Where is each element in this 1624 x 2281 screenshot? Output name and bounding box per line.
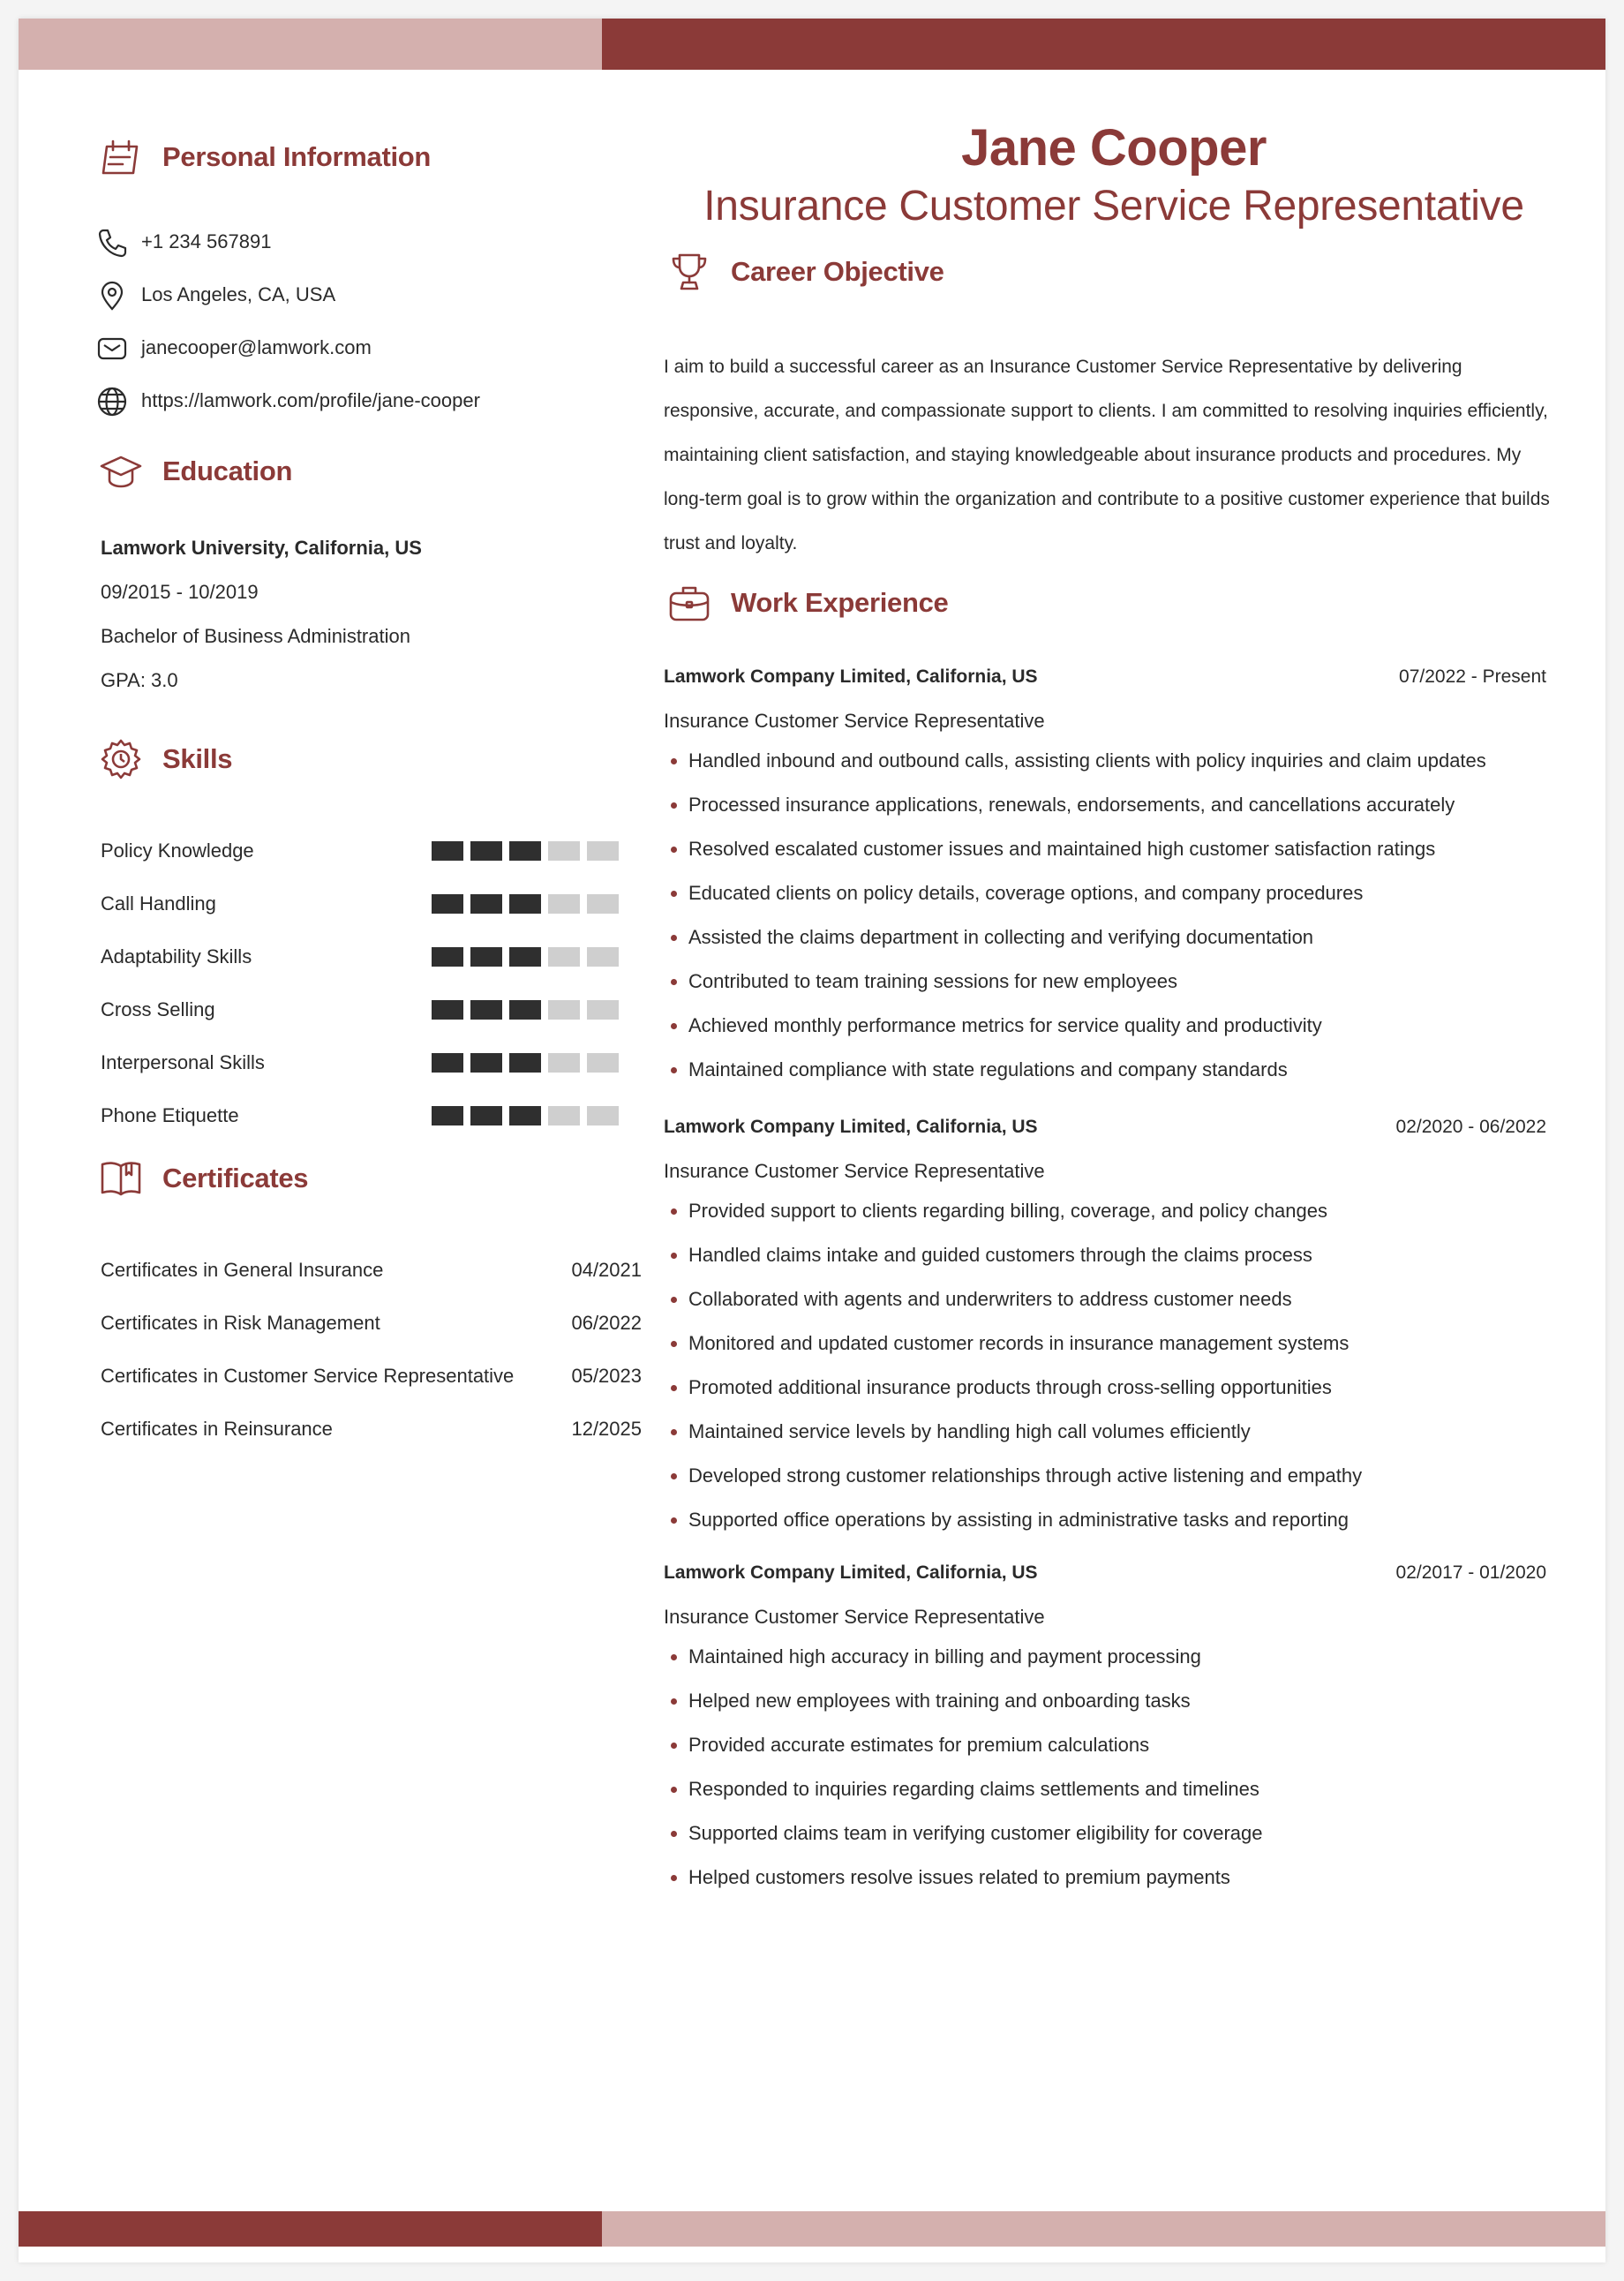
career-objective-header bbox=[664, 246, 944, 297]
job-dates: 02/2017 - 01/2020 bbox=[1395, 1562, 1546, 1583]
education-degree: Bachelor of Business Administration bbox=[101, 625, 410, 647]
email-text[interactable]: janecooper@lamwork.com bbox=[141, 335, 372, 358]
skill-rating bbox=[432, 841, 619, 861]
skill-level-filled bbox=[432, 1000, 463, 1020]
list-item: Contributed to team training sessions for new employees bbox=[664, 960, 1546, 1004]
skill-rating bbox=[432, 1053, 619, 1073]
skill-level-filled bbox=[470, 841, 502, 861]
list-item: Helped customers resolve issues related to premium payments bbox=[664, 1856, 1546, 1900]
list-item: Provided accurate estimates for premium calculations bbox=[664, 1723, 1546, 1767]
list-item: Collaborated with agents and underwriters to address customer needs bbox=[664, 1277, 1546, 1321]
skill-level-filled bbox=[470, 947, 502, 967]
list-item: Handled inbound and outbound calls, assisting clients with policy inquiries and claim updates bbox=[664, 739, 1546, 783]
education-school: Lamwork University, California, US bbox=[101, 537, 422, 559]
skill-level-filled bbox=[432, 1053, 463, 1073]
mail-icon bbox=[95, 332, 129, 365]
open-book-icon bbox=[95, 1153, 147, 1204]
phone-icon bbox=[95, 226, 129, 260]
personal-info-header bbox=[95, 132, 431, 183]
career-objective-title: Career Objective bbox=[731, 256, 944, 287]
certificates-title: Certificates bbox=[162, 1163, 309, 1193]
skill-level-empty bbox=[548, 1000, 580, 1020]
skill-level-empty bbox=[587, 1053, 619, 1073]
location-text: Los Angeles, CA, USA bbox=[141, 282, 336, 305]
list-item: Maintained service levels by handling high call volumes efficiently bbox=[664, 1410, 1546, 1454]
candidate-title: Insurance Customer Service Representative bbox=[703, 183, 1524, 230]
list-item: Provided support to clients regarding billing, coverage, and policy changes bbox=[664, 1189, 1546, 1233]
email-row bbox=[95, 332, 372, 365]
skill-level-empty bbox=[548, 947, 580, 967]
skill-level-filled bbox=[509, 894, 541, 914]
top-band-light bbox=[19, 19, 602, 70]
list-item: Maintained high accuracy in billing and payment processing bbox=[664, 1635, 1546, 1679]
certificate-label: Certificates in Risk Management bbox=[101, 1312, 380, 1334]
website-row bbox=[95, 385, 480, 418]
job-dates: 02/2020 - 06/2022 bbox=[1395, 1117, 1546, 1137]
skill-label: Phone Etiquette bbox=[101, 1104, 239, 1126]
job-bullets bbox=[664, 1635, 1546, 1900]
skill-level-empty bbox=[548, 1106, 580, 1125]
skill-level-empty bbox=[548, 894, 580, 914]
skill-level-empty bbox=[548, 841, 580, 861]
trophy-icon bbox=[664, 246, 715, 297]
resume-page bbox=[19, 19, 1605, 2262]
job-company: Lamwork Company Limited, California, US bbox=[664, 1117, 1038, 1137]
list-item: Processed insurance applications, renewals, endorsements, and cancellations accurately bbox=[664, 783, 1546, 827]
certificate-label: Certificates in Reinsurance bbox=[101, 1418, 333, 1440]
personal-info-title: Personal Information bbox=[162, 141, 432, 172]
briefcase-icon bbox=[664, 577, 715, 629]
job-role: Insurance Customer Service Representative bbox=[664, 1606, 1045, 1628]
skills-header bbox=[95, 734, 232, 785]
skill-label: Policy Knowledge bbox=[101, 839, 254, 862]
skill-level-filled bbox=[509, 947, 541, 967]
work-experience-header bbox=[664, 577, 948, 629]
phone-row bbox=[95, 226, 271, 260]
skill-level-filled bbox=[509, 1106, 541, 1125]
job-role: Insurance Customer Service Representative bbox=[664, 1160, 1045, 1182]
skill-level-filled bbox=[432, 947, 463, 967]
bottom-band-light bbox=[602, 2211, 1605, 2247]
calendar-icon bbox=[95, 132, 147, 183]
skill-level-filled bbox=[470, 1106, 502, 1125]
list-item: Monitored and updated customer records in insurance management systems bbox=[664, 1321, 1546, 1366]
career-objective-text: I aim to build a successful career as an Insurance Customer Service Representative by delivering responsive, accurate, and compassionate support to clients. I am committed to resolving inquiries efficiently, maintaining client satisfaction, and staying knowledgeable about insurance products and procedures. My long-term goal is to grow within the organization and contribute to a positive customer experience that builds trust and loyalty. bbox=[664, 357, 1550, 553]
skill-level-empty bbox=[587, 947, 619, 967]
certificate-date: 05/2023 bbox=[571, 1365, 642, 1387]
certificate-date: 04/2021 bbox=[571, 1259, 642, 1281]
bottom-band-dark bbox=[19, 2211, 602, 2247]
globe-icon bbox=[95, 385, 129, 418]
gear-icon bbox=[95, 734, 147, 785]
graduation-cap-icon bbox=[95, 446, 147, 497]
skill-level-filled bbox=[432, 1106, 463, 1125]
list-item: Assisted the claims department in collecting and verifying documentation bbox=[664, 915, 1546, 960]
skill-level-filled bbox=[509, 1000, 541, 1020]
skill-level-empty bbox=[587, 841, 619, 861]
skill-level-empty bbox=[548, 1053, 580, 1073]
job-company: Lamwork Company Limited, California, US bbox=[664, 666, 1038, 687]
list-item: Supported office operations by assisting in administrative tasks and reporting bbox=[664, 1498, 1546, 1542]
skill-rating bbox=[432, 894, 619, 914]
skill-level-empty bbox=[587, 894, 619, 914]
education-header bbox=[95, 446, 292, 497]
list-item: Developed strong customer relationships through active listening and empathy bbox=[664, 1454, 1546, 1498]
skill-rating bbox=[432, 1106, 619, 1125]
education-gpa: GPA: 3.0 bbox=[101, 669, 178, 691]
list-item: Promoted additional insurance products through cross-selling opportunities bbox=[664, 1366, 1546, 1410]
work-experience-title: Work Experience bbox=[731, 587, 949, 618]
certificate-date: 06/2022 bbox=[571, 1312, 642, 1334]
phone-text: +1 234 567891 bbox=[141, 230, 272, 252]
skill-label: Adaptability Skills bbox=[101, 945, 252, 967]
skill-level-filled bbox=[470, 894, 502, 914]
job-bullets bbox=[664, 739, 1546, 1092]
skill-level-filled bbox=[432, 894, 463, 914]
skill-label: Cross Selling bbox=[101, 998, 215, 1020]
certificates-header bbox=[95, 1153, 308, 1204]
certificate-date: 12/2025 bbox=[571, 1418, 642, 1440]
skill-label: Call Handling bbox=[101, 892, 216, 915]
location-pin-icon bbox=[95, 279, 129, 312]
skill-level-filled bbox=[432, 841, 463, 861]
skill-rating bbox=[432, 947, 619, 967]
skill-level-empty bbox=[587, 1106, 619, 1125]
skill-level-filled bbox=[509, 841, 541, 861]
job-dates: 07/2022 - Present bbox=[1399, 666, 1546, 687]
certificate-label: Certificates in General Insurance bbox=[101, 1259, 384, 1281]
top-band-dark bbox=[602, 19, 1605, 70]
job-header bbox=[664, 1560, 1546, 1586]
location-row bbox=[95, 279, 335, 312]
skill-label: Interpersonal Skills bbox=[101, 1051, 265, 1073]
education-dates: 09/2015 - 10/2019 bbox=[101, 581, 259, 603]
list-item: Handled claims intake and guided customers through the claims process bbox=[664, 1233, 1546, 1277]
list-item: Supported claims team in verifying customer eligibility for coverage bbox=[664, 1811, 1546, 1856]
job-bullets bbox=[664, 1189, 1546, 1542]
candidate-name: Jane Cooper bbox=[961, 119, 1267, 177]
skill-level-filled bbox=[509, 1053, 541, 1073]
list-item: Achieved monthly performance metrics for service quality and productivity bbox=[664, 1004, 1546, 1048]
job-header bbox=[664, 664, 1546, 690]
certificate-label: Certificates in Customer Service Representative bbox=[101, 1365, 515, 1387]
job-company: Lamwork Company Limited, California, US bbox=[664, 1562, 1038, 1583]
website-text[interactable]: https://lamwork.com/profile/jane-cooper bbox=[141, 388, 480, 411]
list-item: Helped new employees with training and onboarding tasks bbox=[664, 1679, 1546, 1723]
skills-title: Skills bbox=[162, 743, 233, 774]
list-item: Resolved escalated customer issues and maintained high customer satisfaction ratings bbox=[664, 827, 1546, 871]
list-item: Maintained compliance with state regulations and company standards bbox=[664, 1048, 1546, 1092]
job-header bbox=[664, 1114, 1546, 1140]
skill-level-filled bbox=[470, 1053, 502, 1073]
skill-rating bbox=[432, 1000, 619, 1020]
skill-level-empty bbox=[587, 1000, 619, 1020]
list-item: Educated clients on policy details, coverage options, and company procedures bbox=[664, 871, 1546, 915]
job-role: Insurance Customer Service Representative bbox=[664, 710, 1045, 732]
list-item: Responded to inquiries regarding claims settlements and timelines bbox=[664, 1767, 1546, 1811]
education-title: Education bbox=[162, 455, 293, 486]
skill-level-filled bbox=[470, 1000, 502, 1020]
